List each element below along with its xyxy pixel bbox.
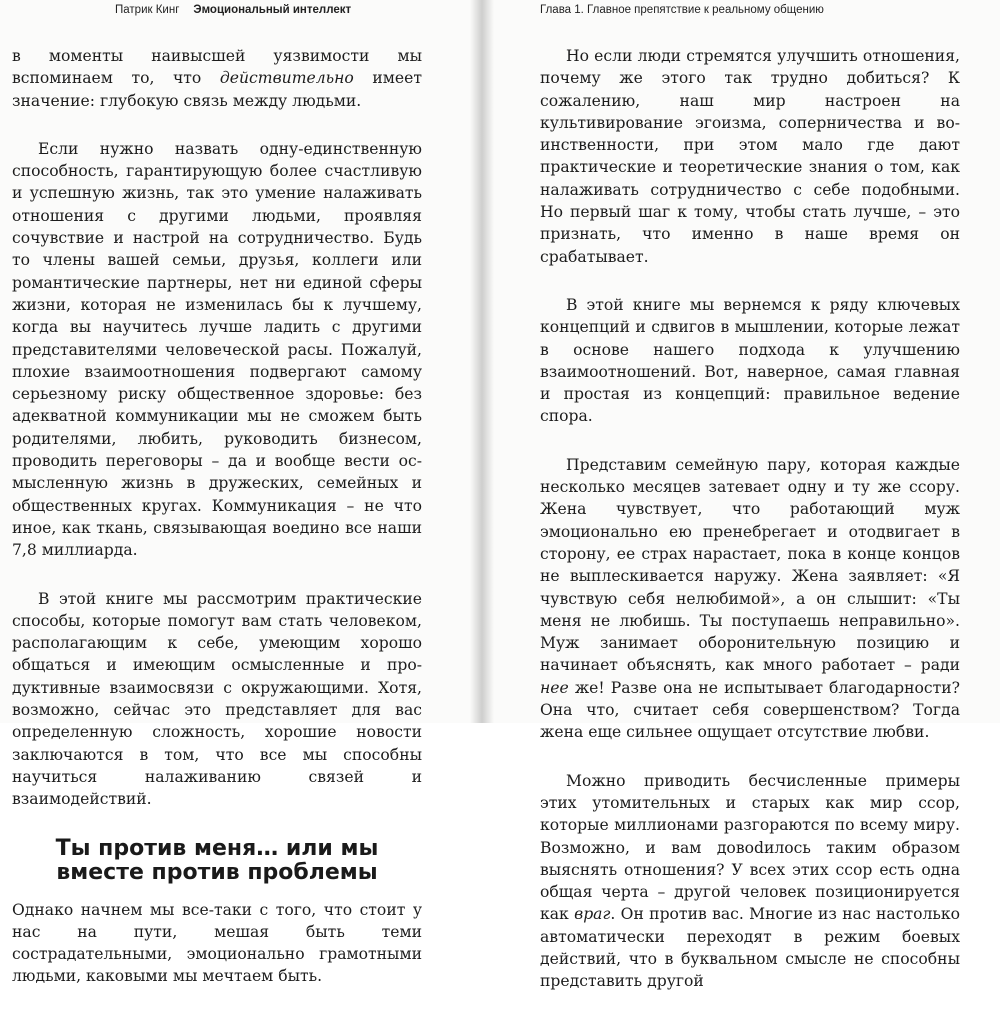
- book-gutter-shadow: [470, 0, 494, 723]
- left-page-body: [12, 45, 422, 1014]
- emphasis: нее: [540, 678, 569, 697]
- paragraph: В этой книге мы рассмотрим практические способы, которые помогут вам стать человеком, располагающим к себе, умеющим хорошо общаться и имеющим осмысленные и продуктивные взаимосвязи с окружающими. Хотя, возможно, сейчас это представляет для вас определенную сложность, хорошие новости заключаются в том, что все мы способны научиться налаживанию связей и взаимодействий.: [12, 589, 422, 809]
- paragraph: Но если люди стремятся улучшить отношения, почему же этого так трудно добиться? К сожалению, наш мир настроен на культивирование эгоизма, соперничества и воинственности, при этом мало где дают практические и теоретические знания о том, как налаживать сотрудничество с себе подобными. Но первый шаг к тому, чтобы стать лучше, – это признать, что именно в наше время он срабатывает.: [540, 47, 960, 266]
- paragraph: в моменты наивысшей уязвимости мы вспоминаем то, что действительно имеет значение: глубокую связь между людьми.: [12, 47, 422, 110]
- paragraph: Можно приводить бесчисленные примеры этих утомительных и старых как мир ссор, которые миллионами разгораются по всему миру. Возможно, и вам довоdилось таким образом выяснять отношения? У всех этих ссор есть одна общая черта – другой человек позиционируется как враг. Он против вас. Многие из нас настолько автоматически переходят в режим боевых действий, что в буквальном смысле не способны представить другой: [540, 771, 960, 991]
- running-head-author: Патрик Кинг: [115, 4, 180, 16]
- right-page-body: [540, 45, 960, 1019]
- running-head-book-title: Эмоциональный интеллект: [193, 4, 352, 16]
- section-heading: Ты против меня… или мы вместе против проблемы: [55, 835, 379, 885]
- right-page: [482, 0, 1000, 991]
- paragraph: Однако начнем мы все-таки с того, что стоит у нас на пути, мешая быть теми сострадательными, эмоционально грамотными людьми, каковыми мы мечтаем быть.: [12, 900, 422, 986]
- right-running-head: Глава 1. Главное препятствие к реальному общению: [540, 4, 824, 16]
- paragraph: В этой книге мы вернемся к ряду ключевых концепций и сдвигов в мышлении, которые лежат в основе нашего подхода к улучшению взаимоотношений. Вот, наверное, самая главная и простая из концепций: правильное ведение спора.: [540, 295, 960, 426]
- left-running-head: [115, 4, 351, 16]
- emphasis: враг: [574, 905, 611, 924]
- emphasis: действительно: [219, 69, 354, 88]
- paragraph: Представим семейную пару, которая каждые несколько месяцев затевает одну и ту же ссору. Жена чувствует, что работающий муж эмоционально ею пренебрегает и отодвигает в сторону, ее страх нарастает, пока в конце концов не выплескивается наружу. Жена заявляет: «Я чувствую себя нелюбимой», а он слышит: «Ты меня не любишь. Ты поступаешь неправильно». Муж занимает оборонительную позицию и начинает объяснять, как много работает – ради нее же! Разве она не испытывает благодарности? Она что, считает себя совершенством? Тогда жена еще сильнее ощущает отсутствие любви.: [540, 455, 960, 742]
- paragraph: Если нужно назвать одну-единственную способность, гарантирующую более счастливую и успешную жизнь, так это умение налаживать отношения с другими людьми, проявляя сочувствие и настрой на сотрудничество. Будь то члены вашей семьи, друзья, коллеги или романтические партнеры, нет ни единой сферы жизни, которая не изменилась бы к лучшему, когда вы научитесь лучше ладить с другими представителями человеческой расы. Пожалуй, плохие взаимоотношения подвергают самому серьезному риску общественное здоровье: без адекватной коммуникации мы не сможем быть родителями, любить, руководить бизнесом, проводить переговоры – да и вообще вести осмысленную жизнь в дружеских, семейных и общественных кругах. Коммуникация – не что иное, как ткань, связывающая воедино все наши 7,8 миллиарда.: [12, 139, 422, 560]
- left-page: [0, 0, 482, 986]
